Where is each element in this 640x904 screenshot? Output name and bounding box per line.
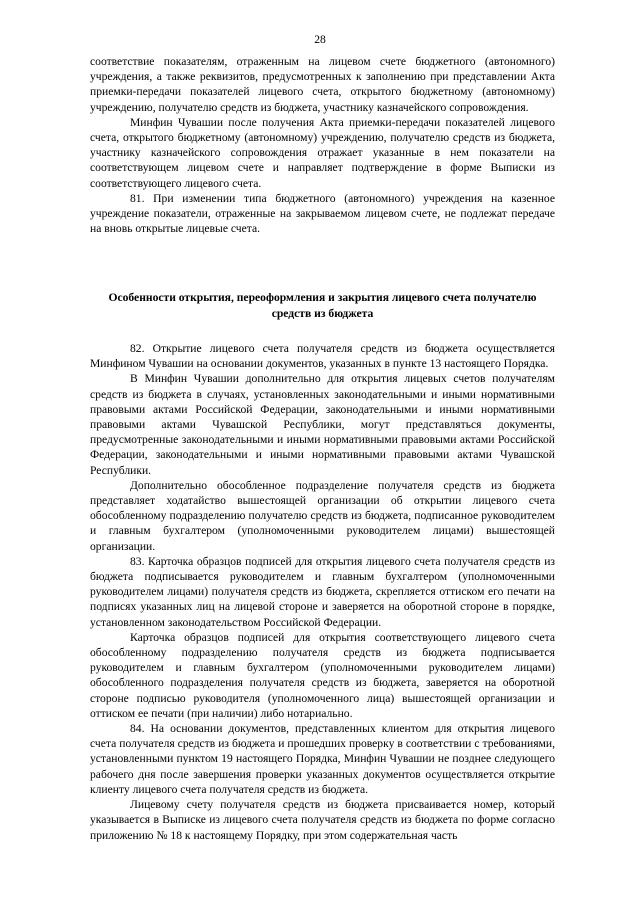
paragraph: 84. На основании документов, представленных клиентом для открытия лицевого счета получателя средств из бюджета и прошедших проверку в соответствии с требованиями, установленными пунктом 19 настоящего Порядка, Минфин Чувашии не позднее следующего рабочего дня после завершения проверки указанных документов осуществляется открытие клиенту лицевого счета получателя средств из бюджета. — [90, 722, 555, 796]
section-heading: Особенности открытия, переоформления и закрытия лицевого счета получателю средств из бюджета — [108, 291, 537, 320]
top-text-block — [90, 54, 555, 236]
paragraph: Лицевому счету получателя средств из бюджета присваивается номер, который указывается в Выписке из лицевого счета получателя средств из бюджета по форме согласно приложению № 18 к настоящему Порядку, при этом содержательная часть — [90, 798, 555, 842]
bottom-text-block — [90, 341, 555, 843]
paragraph: Дополнительно обособленное подразделение получателя средств из бюджета представляет ходатайство вышестоящей организации об открытии лицевого счета обособленному подразделению получателю средств из бюджета, подписанное руководителем и главным бухгалтером (уполномоченными руководителем лицами) вышестоящей организации. — [90, 478, 555, 553]
paragraph: 81. При изменении типа бюджетного (автономного) учреждения на казенное учреждение показатели, отраженные на закрываемом лицевом счете, не подлежат передаче на вновь открытые лицевые счета. — [90, 191, 555, 236]
paragraph: 82. Открытие лицевого счета получателя средств из бюджета осуществляется Минфином Чувашии на основании документов, указанных в пункте 13 настоящего Порядка. — [90, 342, 555, 371]
page-number: 28 — [314, 33, 326, 46]
paragraph: Минфин Чувашии после получения Акта приемки-передачи показателей лицевого счета, открытого бюджетному (автономному) учреждению, получателю средств из бюджета, участнику казначейского сопровождения отражает указанные в нем показатели на соответствующем лицевом счете и направляет подтверждение в форме Выписки из соответствующего лицевого счета. — [90, 115, 555, 190]
paragraph: Карточка образцов подписей для открытия соответствующего лицевого счета обособленному подразделению получателя средств из бюджета подписывается руководителем и главным бухгалтером (уполномоченными руководителем лицами) обособленного подразделения получателя средств из бюджета, заверяется на оборотной стороне подписью руководителя (уполномоченного лица) вышестоящей организации и оттиском ее печати (при наличии) либо нотариально. — [90, 630, 555, 720]
paragraph: соответствие показателям, отраженным на лицевом счете бюджетного (автономного) учреждения, а также реквизитов, предусмотренных к заполнению при представлении Акта приемки-передачи показателей лицевого счета, открытого бюджетному (автономному) учреждению, получателю средств из бюджета, участнику казначейского сопровождения. — [90, 55, 555, 114]
paragraph: 83. Карточка образцов подписей для открытия лицевого счета получателя средств из бюджета подписывается руководителем и главным бухгалтером (уполномоченными руководителем лицами) получателя средств из бюджета, скрепляется оттиском его печати на подписях указанных лиц на лицевой стороне и заверяется на оборотной стороне в порядке, установленном законодательством Российской Федерации. — [90, 554, 555, 629]
paragraph: В Минфин Чувашии дополнительно для открытия лицевых счетов получателям средств из бюджета в случаях, установленных законодательными и иными нормативными правовыми актами Российской Федерации, законодательными и иными нормативными правовыми актами Чувашской Республики, могут представляться документы, предусмотренные законодательными и иными нормативными правовыми актами Российской Федерации, законодательными и иными нормативными правовыми актами Чувашской Республики. — [90, 372, 555, 477]
